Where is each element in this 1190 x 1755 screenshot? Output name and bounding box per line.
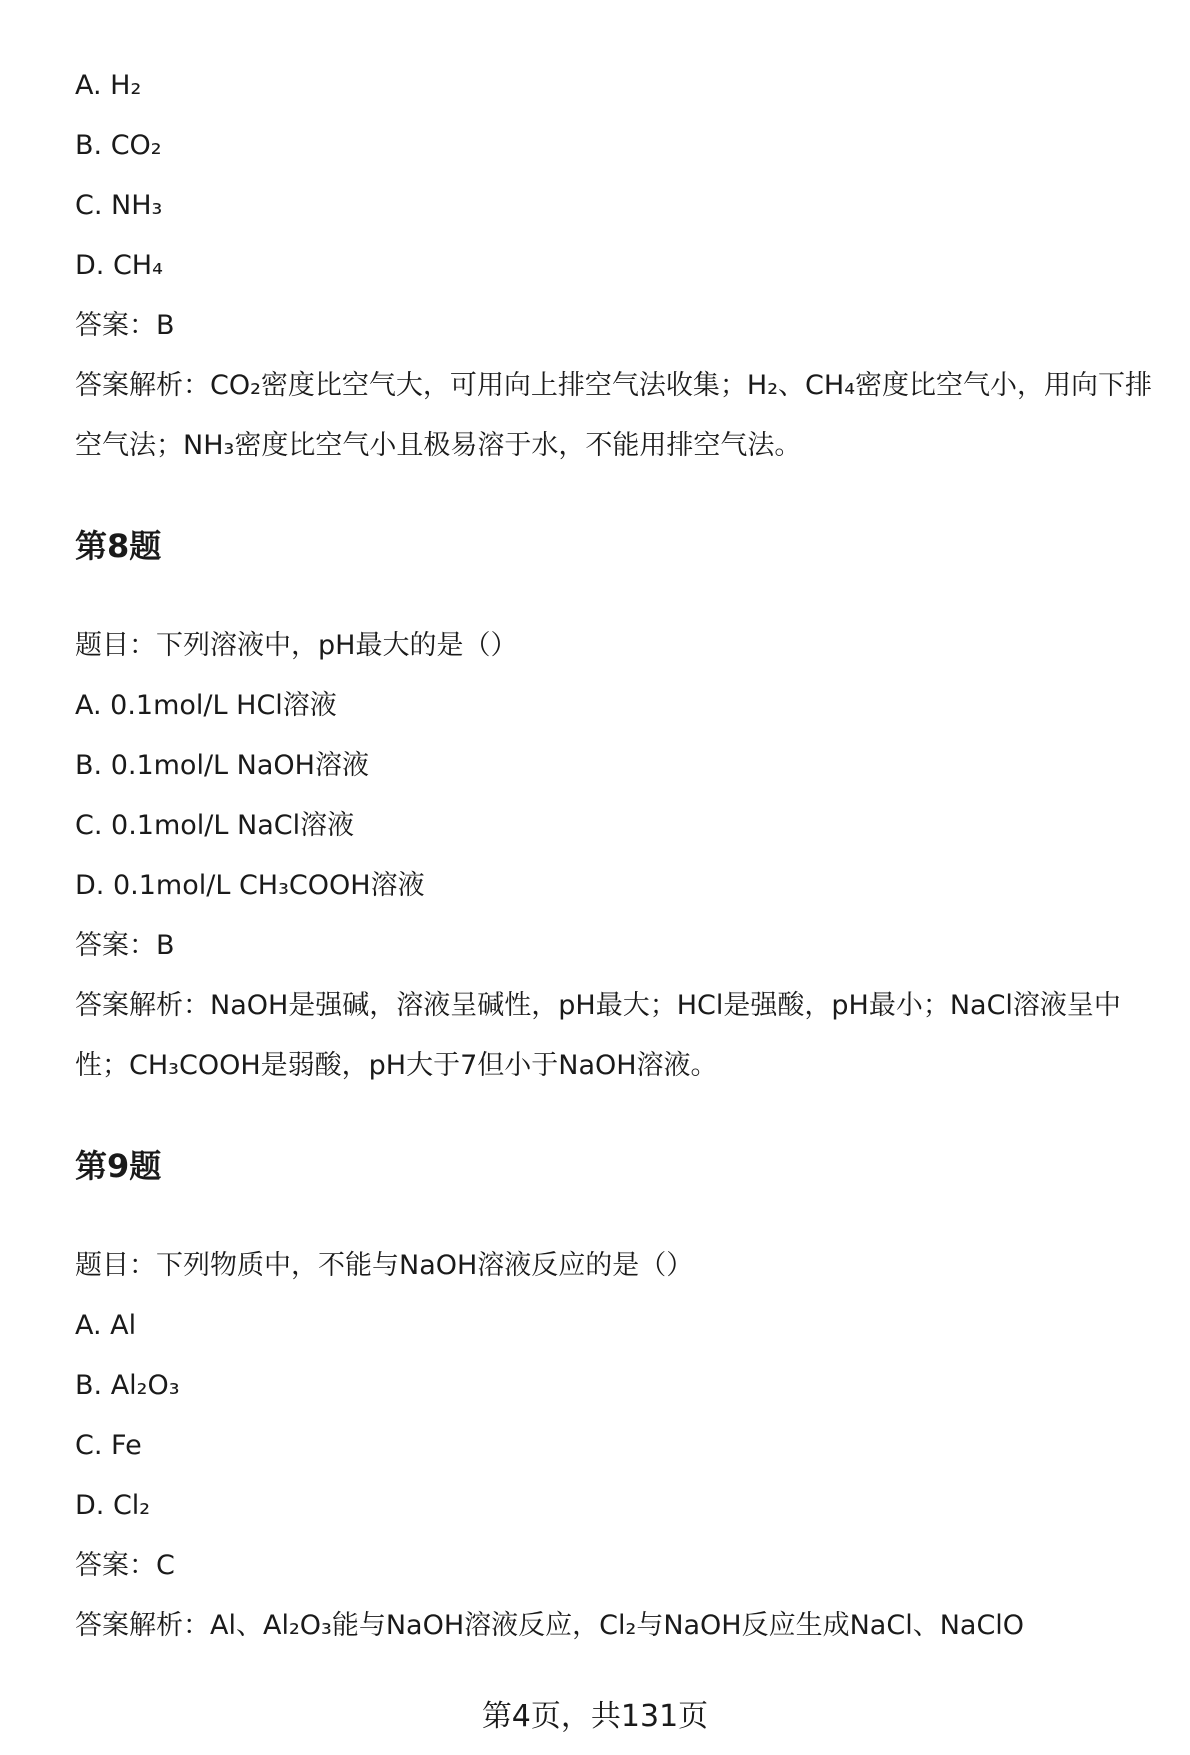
- page-content: [75, 56, 1165, 1656]
- answer: 答案：B: [75, 310, 175, 341]
- answer-analysis: 答案解析：Al、Al₂O₃能与NaOH溶液反应，Cl₂与NaOH反应生成NaCl、NaClO: [75, 1610, 1025, 1641]
- question-7-tail: [75, 56, 1165, 476]
- question-heading: 第8题: [75, 527, 162, 565]
- option-d: D. Cl₂: [75, 1490, 151, 1521]
- answer-analysis: 答案解析：NaOH是强碱，溶液呈碱性，pH最大；HCl是强酸，pH最小；NaCl溶液呈中性；CH₃COOH是弱酸，pH大于7但小于NaOH溶液。: [75, 990, 1121, 1081]
- option-b: B. CO₂: [75, 130, 162, 161]
- option-b: B. Al₂O₃: [75, 1370, 180, 1401]
- option-b: B. 0.1mol/L NaOH溶液: [75, 750, 369, 781]
- answer: 答案：B: [75, 930, 175, 961]
- answer: 答案：C: [75, 1550, 175, 1581]
- option-a: A. 0.1mol/L HCl溶液: [75, 690, 337, 721]
- answer-analysis: 答案解析：CO₂密度比空气大，可用向上排空气法收集；H₂、CH₄密度比空气小，用向下排空气法；NH₃密度比空气小且极易溶于水，不能用排空气法。: [75, 370, 1153, 461]
- option-d: D. 0.1mol/L CH₃COOH溶液: [75, 870, 425, 901]
- question-8: [75, 516, 1165, 1096]
- question-9: [75, 1136, 1165, 1656]
- question-heading: 第9题: [75, 1147, 162, 1185]
- option-c: C. 0.1mol/L NaCl溶液: [75, 810, 355, 841]
- option-d: D. CH₄: [75, 250, 163, 281]
- option-c: C. Fe: [75, 1430, 142, 1461]
- question-text: 题目：下列物质中，不能与NaOH溶液反应的是（）: [75, 1250, 694, 1281]
- page-number: 第4页，共131页: [481, 1699, 709, 1734]
- option-c: C. NH₃: [75, 190, 163, 221]
- option-a: A. H₂: [75, 70, 142, 101]
- question-text: 题目：下列溶液中，pH最大的是（）: [75, 630, 518, 661]
- option-a: A. Al: [75, 1310, 137, 1341]
